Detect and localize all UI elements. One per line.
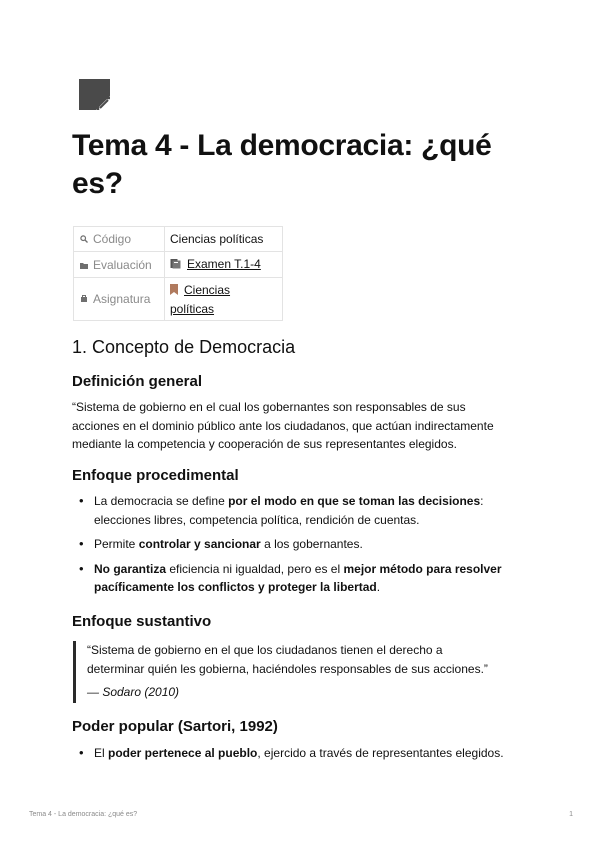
list-item: • El poder pertenece al pueblo, ejercido a través de representantes elegidos.: [72, 744, 532, 763]
property-row: [74, 278, 283, 321]
footer-page-number: 1: [569, 811, 573, 818]
books-icon: [170, 258, 181, 272]
list-item: • No garantiza eficiencia ni igualdad, pero es el mejor método para resolver pacíficamente los conflictos y proteger la libertad.: [72, 560, 532, 597]
subject-link-continued[interactable]: políticas: [170, 301, 215, 316]
definition-paragraph: “Sistema de gobierno en el cual los gobernantes son responsables de sus acciones en el dominio público ante los ciudadanos, que actúan indirectamente mediante la competencia y cooperación de sus representantes elegidos.: [72, 400, 494, 451]
property-key: [74, 227, 165, 252]
bookmark-icon: [170, 282, 178, 300]
subsection-heading: Enfoque procedimental: [72, 467, 239, 484]
quote-text: “Sistema de gobierno en el que los ciudadanos tienen el derecho a determinar quién les gobierna, haciéndoles responsables de sus acciones.”: [87, 643, 488, 676]
bullet-list: [72, 492, 532, 603]
property-key-label: Evaluación: [93, 257, 152, 272]
evaluation-link[interactable]: Examen T.1-4: [187, 257, 261, 271]
page-title: Tema 4 - La democracia: ¿qué es?: [72, 129, 492, 200]
list-item: • Permite controlar y sancionar a los gobernantes.: [72, 535, 532, 554]
property-key: [74, 278, 165, 321]
folder-icon: [79, 261, 89, 271]
property-value: [165, 252, 283, 278]
property-value: Ciencias políticas: [165, 227, 283, 252]
footer-title: Tema 4 - La democracia: ¿qué es?: [29, 811, 138, 818]
subsection-heading: Enfoque sustantivo: [72, 613, 212, 630]
property-row: [74, 227, 283, 252]
property-key: [74, 252, 165, 278]
section-heading: 1. Concepto de Democracia: [72, 337, 296, 357]
property-row: [74, 252, 283, 278]
property-value: [165, 278, 283, 321]
subsection-heading: Poder popular (Sartori, 1992): [72, 718, 278, 735]
subject-link[interactable]: Ciencias: [184, 282, 231, 297]
property-key-label: Código: [93, 232, 132, 246]
subsection-heading: Definición general: [72, 373, 203, 390]
tag-icon: [79, 295, 89, 305]
page-icon: [79, 79, 110, 110]
search-icon: [79, 235, 89, 245]
list-item: • La democracia se define por el modo en que se toman las decisiones: elecciones libres, competencia política, rendición de cuentas.: [72, 492, 532, 529]
quote-block: [73, 641, 532, 703]
bullet-list: [72, 744, 532, 769]
quote-attribution: — Sodaro (2010): [87, 685, 180, 699]
properties-table: [73, 226, 283, 321]
property-key-label: Asignatura: [93, 292, 151, 306]
